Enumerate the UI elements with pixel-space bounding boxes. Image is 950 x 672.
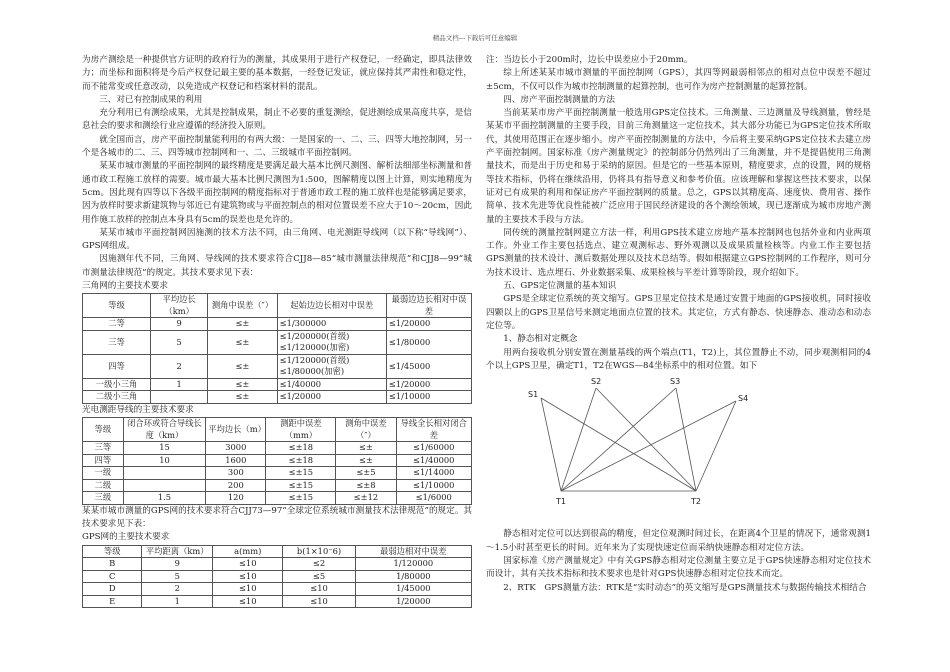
- table-cell: ≤±: [336, 442, 396, 455]
- table-cell: 2: [142, 583, 213, 596]
- table-cell: ≤1/10000: [396, 479, 472, 492]
- table-cell: ≤±: [208, 354, 277, 378]
- satellite-label: S3: [670, 377, 681, 387]
- satellite-label: S2: [591, 377, 602, 387]
- table-cell: 二级: [83, 479, 124, 492]
- table-cell: [151, 391, 208, 404]
- table-row: [83, 467, 472, 480]
- table-cell: 9: [142, 558, 213, 571]
- table-header-cell: 最弱边边长相对中误差: [386, 294, 471, 318]
- table-cell: ≤1/60000: [396, 442, 472, 455]
- table-cell: 三等: [83, 330, 151, 354]
- table-cell: ≤1/40000: [277, 378, 386, 391]
- table-cell: ≤10: [213, 595, 283, 608]
- table-cell: ≤5: [283, 570, 355, 583]
- static-positioning-diagram: [486, 373, 871, 523]
- paragraph: 为房产测绘是一种提供官方证明的政府行为的测量，其成果用于进行产权登记，一经确定，即具法律效力；而坐标和面积将是今后产权登记最主要的基本数据，一经登记发证，就应保持其严肃性和稳定性，而不能常变或任意改动，以免造成产权登记和档案材料的混乱。: [82, 55, 472, 92]
- table-row: [83, 479, 472, 492]
- paragraph: 静态相对定位可以达到很高的精度，但定位观测时间过长，在距离4个卫星的情况下，通常观测1～1.5小时甚至更长的时间。近年来为了实现快速定位而采纳快速静态相对定位方法。: [486, 529, 871, 553]
- table-cell: ≤1/20000: [277, 391, 386, 404]
- table-cell: ≤±15: [266, 467, 336, 480]
- table-cell: ≤1/10000: [386, 391, 471, 404]
- table-caption: GPS网的主要技术要求: [82, 532, 170, 543]
- table-cell: [123, 479, 206, 492]
- table-cell: ≤±15: [266, 492, 336, 505]
- table-cell: 一级小三角: [83, 378, 151, 391]
- paragraph: 2、RTK GPS测量方法：RTK是“实时动态”的英文缩写是GPS测量技术与数据传输技术相结合: [503, 582, 867, 593]
- table-cell: ≤1/20000: [386, 378, 471, 391]
- table-row: [83, 318, 472, 331]
- paragraph: 用两台接收机分别安置在测量基线的两个端点(T1，T2)上，其位置静止不动，同步观测相同的4个以上GPS卫星，确定T1，T2在WGS—84坐标系中的相对位置。如下: [486, 347, 871, 371]
- table-cell: 1/120000: [355, 558, 471, 571]
- section-heading: 五、GPS定位测量的基本知识: [503, 281, 617, 292]
- table-cell: ≤1/20000: [386, 318, 471, 331]
- paragraph: 某某市城市测量的平面控制网的最终精度是要满足最大基本比例尺测图、解析法细部坐标测量和普通市政工程施工放样的需要。城市最大基本比例尺测图为1:500，图解精度以图上计算，则实地精度为5cm。因此现有四等以下各级平面控制网的精度指标对于普通市政工程的施工放样也是能够满足要求，因为放样时要求新建筑物与邻近已有建筑物或与平面控制点的相对位置误差不应大于10～20cm，因此用作施工放样的控制点本身具有5cm的误差也是允许的。: [82, 161, 472, 225]
- table-cell: 1: [142, 595, 213, 608]
- table-row: [83, 442, 472, 455]
- table-header-cell: 平均边长（m）: [206, 418, 266, 442]
- table-cell: 四等: [83, 454, 124, 467]
- paragraph: 国家标准《房产测量规定》中有关GPS静态相对定位测量主要立足于GPS快速静态相对定位技术而设计，其有关技术指标和技术要求也是针对GPS快速静态相对定位技术而定。: [486, 556, 871, 580]
- table-cell: 四等: [83, 354, 151, 378]
- paragraph: 某某市城市平面控制网因施测的技术方法不同，由三角网、电光测距导线网（以下称“导线网”）、GPS网组成。: [82, 227, 472, 252]
- table-cell: 5: [142, 570, 213, 583]
- table-cell: 二等: [83, 318, 151, 331]
- table-cell: 5: [151, 330, 208, 354]
- table-header-cell: 测角中误差（″）: [208, 294, 277, 318]
- table-cell: ≤±18: [266, 442, 336, 455]
- table-cell: ≤1/6000: [396, 492, 472, 505]
- satellite-label: S1: [528, 390, 539, 400]
- table-header-cell: 等级: [83, 294, 151, 318]
- triangulation-table: [82, 293, 472, 404]
- table-cell: ≤1/120000(首级) ≤1/80000(加密): [277, 354, 386, 378]
- table-cell: ≤±8: [336, 479, 396, 492]
- table-header-cell: 平均距离（km）: [142, 545, 213, 558]
- table-header-row: [83, 294, 472, 318]
- table-cell: ≤10: [213, 583, 283, 596]
- table-cell: 1: [151, 378, 208, 391]
- receiver-label: T1: [556, 497, 566, 507]
- table-cell: ≤±: [208, 378, 277, 391]
- table-cell: [123, 467, 206, 480]
- table-cell: 2: [151, 354, 208, 378]
- table-cell: ≤1/200000(首级) ≤1/120000(加密): [277, 330, 386, 354]
- table-cell: 1/20000: [355, 595, 471, 608]
- table-cell: ≤2: [283, 558, 355, 571]
- table-cell: ≤±: [208, 318, 277, 331]
- paragraph: 就全国而言，房产平面控制量能利用的有两大级：一是国家的一、二、三、四等大地控制网，另一个是各城市的二、三、四等城市控制网和一、二、三级城市平面控制网。: [82, 134, 472, 159]
- table-caption: 三角网的主要技术要求: [82, 281, 168, 292]
- table-header-cell: 平均边长（km）: [151, 294, 208, 318]
- paragraph: 当前某某市房产平面控制测量一般选用GPS定位技术。三角测量、三边测量及导线测量，曾经是某某市平面控制测量的主要手段，目前三角测量这一定位技术，其大部分功能已为GPS定位技术所取代，其使用范围正在逐步缩小。房产平面控制测量的方法中，今后将主要采纳GPS定位技术去建立房产平面控制网。国家标准《房产测量规定》的控制部分仍然列出了三角测量，并不是提倡使用三角测量技术，而是出于历史和易于采纳的原因。但是它的一些基本原则，精度要求，点的设置，网的规格等技术指标，仍将在继续沿用，仍将具有指导意义和参考价值。应该理解和掌握这些技术要求，以保证对已有成果的利用和保证房产平面控制网的质量。总之，GPS以其精度高、速度快、费用省、操作简单、技术先进等优良性能被广泛应用于国民经济建设的各个测绘领域，现已逐渐成为城市房地产测量的主要技术手段与方法。: [486, 108, 871, 225]
- table-row: [83, 330, 472, 354]
- section-heading: 四、房产平面控制测量的方法: [503, 94, 615, 105]
- satellite-label: S4: [738, 394, 749, 404]
- table-cell: ≤1/300000: [277, 318, 386, 331]
- table-cell: 10: [123, 454, 206, 467]
- subsection-heading: 1、静态相对定概念: [503, 334, 578, 345]
- right-column: [486, 54, 871, 595]
- table-row: [83, 492, 472, 505]
- table-cell: ≤±: [336, 454, 396, 467]
- receiver-label: T2: [691, 497, 701, 507]
- paragraph: 某某市城市测量的GPS网的技术要求符合CJJ73—97“全球定位系统城市测量技术法律规范”的规定。其技术要求见下表：: [82, 505, 472, 529]
- table-cell: 15: [123, 442, 206, 455]
- table-cell: C: [83, 570, 142, 583]
- table-cell: ≤1/40000: [396, 454, 472, 467]
- table-header-cell: 等级: [83, 418, 124, 442]
- table-cell: 三级: [83, 492, 124, 505]
- table-cell: ≤10: [283, 595, 355, 608]
- table-header-row: [83, 418, 472, 442]
- table-cell: ≤1/80000: [386, 330, 471, 354]
- table-header-cell: 导线全长相对闭合差: [396, 418, 472, 442]
- paragraph: GPS是全球定位系统的英文缩写。GPS卫星定位技术是通过安置于地面的GPS接收机，同时接收四颗以上的GPS卫星信号来测定地面点位置的技术。其定位，方式有静态、快速静态、准动态和动态定位等。: [486, 294, 871, 331]
- table-cell: ≤±15: [266, 479, 336, 492]
- paragraph: 同传统的测量控制网建立方法一样，利用GPS技术建立房地产基本控制网也包括外业和内业两项工作。外业工作主要包括选点、建立观测标志、野外观测以及成果质量检核等。内业工作主要包括GPS测量的技术设计、测后数据处理以及技术总结等。假如根据建立GPS控制网的工作程序，则可分为技术设计、选点埋石、外业数据采集、成果检核与平差计算等阶段，现介绍如下。: [486, 227, 871, 278]
- table-cell: ≤10: [213, 558, 283, 571]
- table-cell: ≤1/45000: [386, 354, 471, 378]
- table-cell: 200: [206, 479, 266, 492]
- table-header-cell: 起始边边长相对中误差: [277, 294, 386, 318]
- table-cell: E: [83, 595, 142, 608]
- table-cell: 1/45000: [355, 583, 471, 596]
- table-cell: ≤±: [208, 391, 277, 404]
- page-header: 精品文档---下载后可任意编辑: [432, 34, 518, 42]
- table-cell: B: [83, 558, 142, 571]
- table-cell: 三等: [83, 442, 124, 455]
- table-cell: 120: [206, 492, 266, 505]
- paragraph: 充分利用已有测绘成果，尤其是控制成果，制止不必要的重复测绘，促进测绘成果高度共享，是信息社会的要求和测绘行业应遵循的经济投入原则。: [82, 108, 472, 132]
- table-header-cell: 测距中误差（mm）: [266, 418, 336, 442]
- table-cell: 3000: [206, 442, 266, 455]
- table-cell: 9: [151, 318, 208, 331]
- table-row: [83, 454, 472, 467]
- table-row: [83, 391, 472, 404]
- paragraph: 综上所述某某市城市测量的平面控制网（GPS），其四等网最弱相邻点的相对点位中误差不超过±5cm，不仅可以作为城市控制测量的起算控制，也可作为房产控制测量的起算控制。: [486, 68, 871, 92]
- table-cell: 二级小三角: [83, 391, 151, 404]
- table-header-row: [83, 545, 472, 558]
- paragraph: 注：当边长小于200m时，边长中误差应小于20mm。: [486, 55, 693, 65]
- table-header-cell: 闭合环或符合导线长度（km）: [123, 418, 206, 442]
- paragraph: 因施测年代不同，三角网、导线网的技术要求符合CJJ8—85“城市测量法律规范”和CJJ8—99“城市测量法律规范”的规定。其技术要求见下表：: [82, 254, 472, 278]
- table-header-cell: 测角中误差（″）: [336, 418, 396, 442]
- table-cell: ≤10: [283, 583, 355, 596]
- table-header-cell: b(1×10⁻6): [283, 545, 355, 558]
- table-cell: ≤±18: [266, 454, 336, 467]
- table-row: [83, 354, 472, 378]
- table-cell: ≤1/14000: [396, 467, 472, 480]
- traverse-table: [82, 417, 472, 505]
- table-row: [83, 583, 472, 596]
- table-row: [83, 595, 472, 608]
- table-header-cell: 最弱边相对中误差: [355, 545, 471, 558]
- gps-table: [82, 545, 472, 609]
- table-header-cell: 等级: [83, 545, 142, 558]
- table-row: [83, 378, 472, 391]
- table-cell: ≤±: [208, 330, 277, 354]
- section-heading: 三、对已有控制成果的利用: [99, 94, 203, 105]
- table-cell: 1600: [206, 454, 266, 467]
- table-cell: 300: [206, 467, 266, 480]
- left-column: [82, 54, 472, 608]
- table-caption: 光电测距导线的主要技术要求: [82, 404, 194, 415]
- table-cell: ≤±5: [336, 467, 396, 480]
- table-cell: 一级: [83, 467, 124, 480]
- table-row: [83, 570, 472, 583]
- table-cell: ≤10: [213, 570, 283, 583]
- table-cell: D: [83, 583, 142, 596]
- table-cell: ≤±12: [336, 492, 396, 505]
- table-cell: 1/80000: [355, 570, 471, 583]
- table-row: [83, 558, 472, 571]
- table-header-cell: a(mm): [213, 545, 283, 558]
- table-cell: 1.5: [123, 492, 206, 505]
